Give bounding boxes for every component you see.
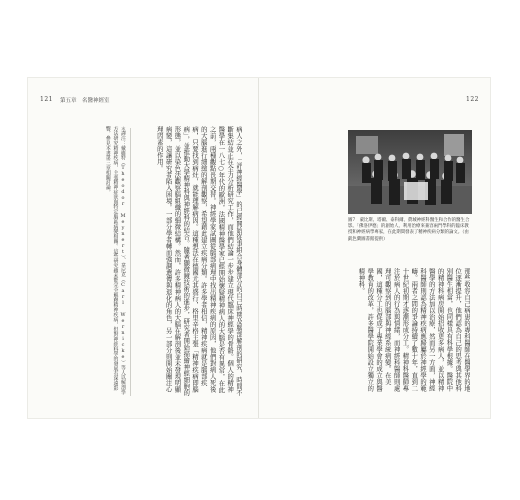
page-gutter <box>258 78 259 418</box>
historical-group-photo <box>348 130 472 214</box>
right-folio: 122 <box>466 96 479 103</box>
figure-caption: 圖7 蒙比斯、塔爾、泰科爾、費城神經科醫生和合作的醫生合影。「佛洛伊德」的創始人、利用治療來兼容兩門學科的臨床教授和神經病學專家，在此期間發表了精神疾病分類的論文。（由凱色蘭圖書館提供） <box>348 218 470 242</box>
left-running-head: 第五章 名醫神經室 <box>60 98 110 104</box>
left-page-body-text: 病人之外，「評神經醫學」的已經開始從事組合身體部分的自己時期及腦部解剖的研究，時間不斷集結並正在全力分析研究工作，而他們結論一步步建立現代臨床神經學的骨骼。個人的精神醫學在一八七○年代的歐洲，法國精神醫學家已經開始懷疑精神病人的大腦是否有異常，在此之前，兩種觀點長期交替。神經學家試圖從腦部病理中找出精神疾病的原因，他們對病人死後的大腦進行細緻的解剖觀察，希望藉此建立疾病分類。許多學者相信，精神疾病就是腦部疾病，只要找到病灶，就能理解病因。這種想法在德國尤其盛行，格里辛格主張「精神疾病即腦病」，並推動大學精神科與神經科的結合。隨著顯微鏡技術的進步，研究者開始描繪神經細胞的形態，並以染色法觀察腦組織的細微結構。然而，許多精神病人的大腦在解剖後並未發現明顯病變，這讓研究者陷入困境。一部分學者轉而強調遺傳與退化的角色，另一部分則開始關注心理因素的作用。 <box>155 126 242 396</box>
book-spread <box>28 78 490 418</box>
footnote-rule <box>130 128 131 396</box>
left-page-footnote: ＊譯注：戴維特（Theodor Meynert）、韋尼克（Carl Wernicke）等人以解剖學方法研究精神疾病，主張精神症狀與特定腦區病變相關。這些研究雖未能完全解釋精神疾病，但對神經科學的發展有深遠影響。參見本書第三章相關討論。 <box>104 126 126 395</box>
right-page-body-text: 那些收容自己病患的專科醫師在醫學界的地位逐漸提升，他們認為自己的思考與其他科別醫生相當，也同樣具有科學根據。醫院中的精神科病房開始招收更多病人，並以精神醫學的方法加以治療，然而另一方面，神經科醫師則認為精神疾病應歸屬於神經學的範疇。兩者之間的爭論持續了數十年，直到二十世紀初期才逐漸形成分工。精神科醫師專注於病人的行為與情緒，而神經科醫師則處理可觀察到的腦部與神經系統病變。在美國，這種分工也促成了專業學會的成立與醫學教育的改革，許多醫學院開始設立獨立的精神科。 <box>357 268 470 392</box>
group-photo-image <box>348 130 472 214</box>
left-folio: 121 <box>40 96 53 103</box>
